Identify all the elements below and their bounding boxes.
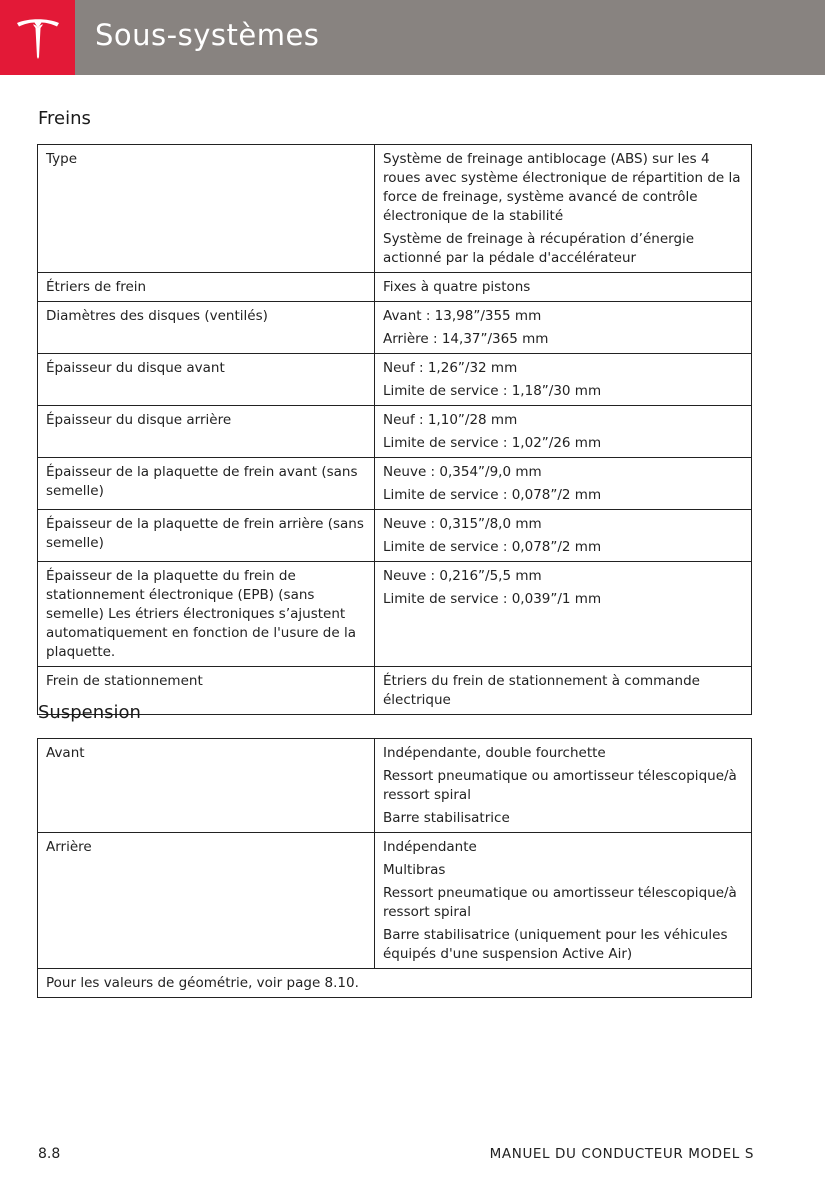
spec-value [375,510,752,562]
spec-value-line: Limite de service : 1,02”/26 mm [383,435,602,451]
spec-value-line: Arrière : 14,37”/365 mm [383,331,549,347]
table-row [38,406,752,458]
spec-value-line: Barre stabilisatrice [383,810,510,826]
header-bar [0,0,825,75]
table-row [38,510,752,562]
spec-value-line: Neuve : 0,216”/5,5 mm [383,568,542,584]
spec-value [375,739,752,833]
spec-value-line: Limite de service : 0,078”/2 mm [383,487,602,503]
spec-value-line: Neuf : 1,26”/32 mm [383,360,518,376]
spec-label: Épaisseur de la plaquette de frein avant (sans semelle) [38,458,375,510]
spec-value-line: Multibras [383,862,446,878]
spec-value-line: Avant : 13,98”/355 mm [383,308,542,324]
spec-value [375,833,752,969]
tesla-logo [0,0,75,75]
spec-value-line: Neuve : 0,315”/8,0 mm [383,516,542,532]
spec-value-line: Neuve : 0,354”/9,0 mm [383,464,542,480]
suspension-table [37,738,752,998]
table-row [38,145,752,273]
spec-value-line: Barre stabilisatrice (uniquement pour les véhicules équipés d'une suspension Active Air) [383,927,728,962]
table-row [38,302,752,354]
spec-value [375,562,752,667]
spec-label: Type [38,145,375,273]
spec-label: Arrière [38,833,375,969]
table-row [38,739,752,833]
table-row [38,833,752,969]
geometry-note: Pour les valeurs de géométrie, voir page 8.10. [38,969,752,998]
spec-value-line: Limite de service : 0,039”/1 mm [383,591,602,607]
page-number: 8.8 [38,1146,61,1162]
spec-value-line: Limite de service : 1,18”/30 mm [383,383,602,399]
spec-value-line: Limite de service : 0,078”/2 mm [383,539,602,555]
section-title-freins: Freins [38,108,91,129]
table-row [38,458,752,510]
tesla-logo-icon [13,13,63,63]
spec-label: Diamètres des disques (ventilés) [38,302,375,354]
spec-value [375,406,752,458]
table-row [38,273,752,302]
spec-value-line: Neuf : 1,10”/28 mm [383,412,518,428]
table-row [38,969,752,998]
brakes-table [37,144,752,715]
spec-value [375,667,752,715]
spec-value-line: Indépendante [383,839,477,855]
spec-value [375,302,752,354]
spec-value-line: Ressort pneumatique ou amortisseur télescopique/à ressort spiral [383,768,737,803]
manual-title: MANUEL DU CONDUCTEUR MODEL S [489,1146,754,1162]
spec-value-line: Système de freinage à récupération d’énergie actionné par la pédale d'accélérateur [383,231,695,266]
spec-value-line: Étriers du frein de stationnement à commande électrique [383,673,700,708]
spec-value [375,273,752,302]
spec-value [375,354,752,406]
table-row [38,667,752,715]
spec-value-line: Fixes à quatre pistons [383,279,531,295]
spec-value-line: Indépendante, double fourchette [383,745,606,761]
spec-label: Épaisseur du disque avant [38,354,375,406]
spec-value [375,458,752,510]
table-row [38,354,752,406]
spec-value [375,145,752,273]
page-title: Sous-systèmes [95,18,320,52]
spec-label: Avant [38,739,375,833]
spec-label: Étriers de frein [38,273,375,302]
spec-label: Épaisseur de la plaquette du frein de stationnement électronique (EPB) (sans semelle) Les étriers électroniques s’ajustent automatiquement en fonction de l'usure de la plaquette. [38,562,375,667]
spec-label: Frein de stationnement [38,667,375,715]
section-title-suspension: Suspension [38,702,141,723]
spec-value-line: Ressort pneumatique ou amortisseur télescopique/à ressort spiral [383,885,737,920]
spec-label: Épaisseur du disque arrière [38,406,375,458]
spec-value-line: Système de freinage antiblocage (ABS) sur les 4 roues avec système électronique de répartition de la force de freinage, système avancé de contrôle électronique de la stabilité [383,151,741,224]
table-row [38,562,752,667]
spec-label: Épaisseur de la plaquette de frein arrière (sans semelle) [38,510,375,562]
